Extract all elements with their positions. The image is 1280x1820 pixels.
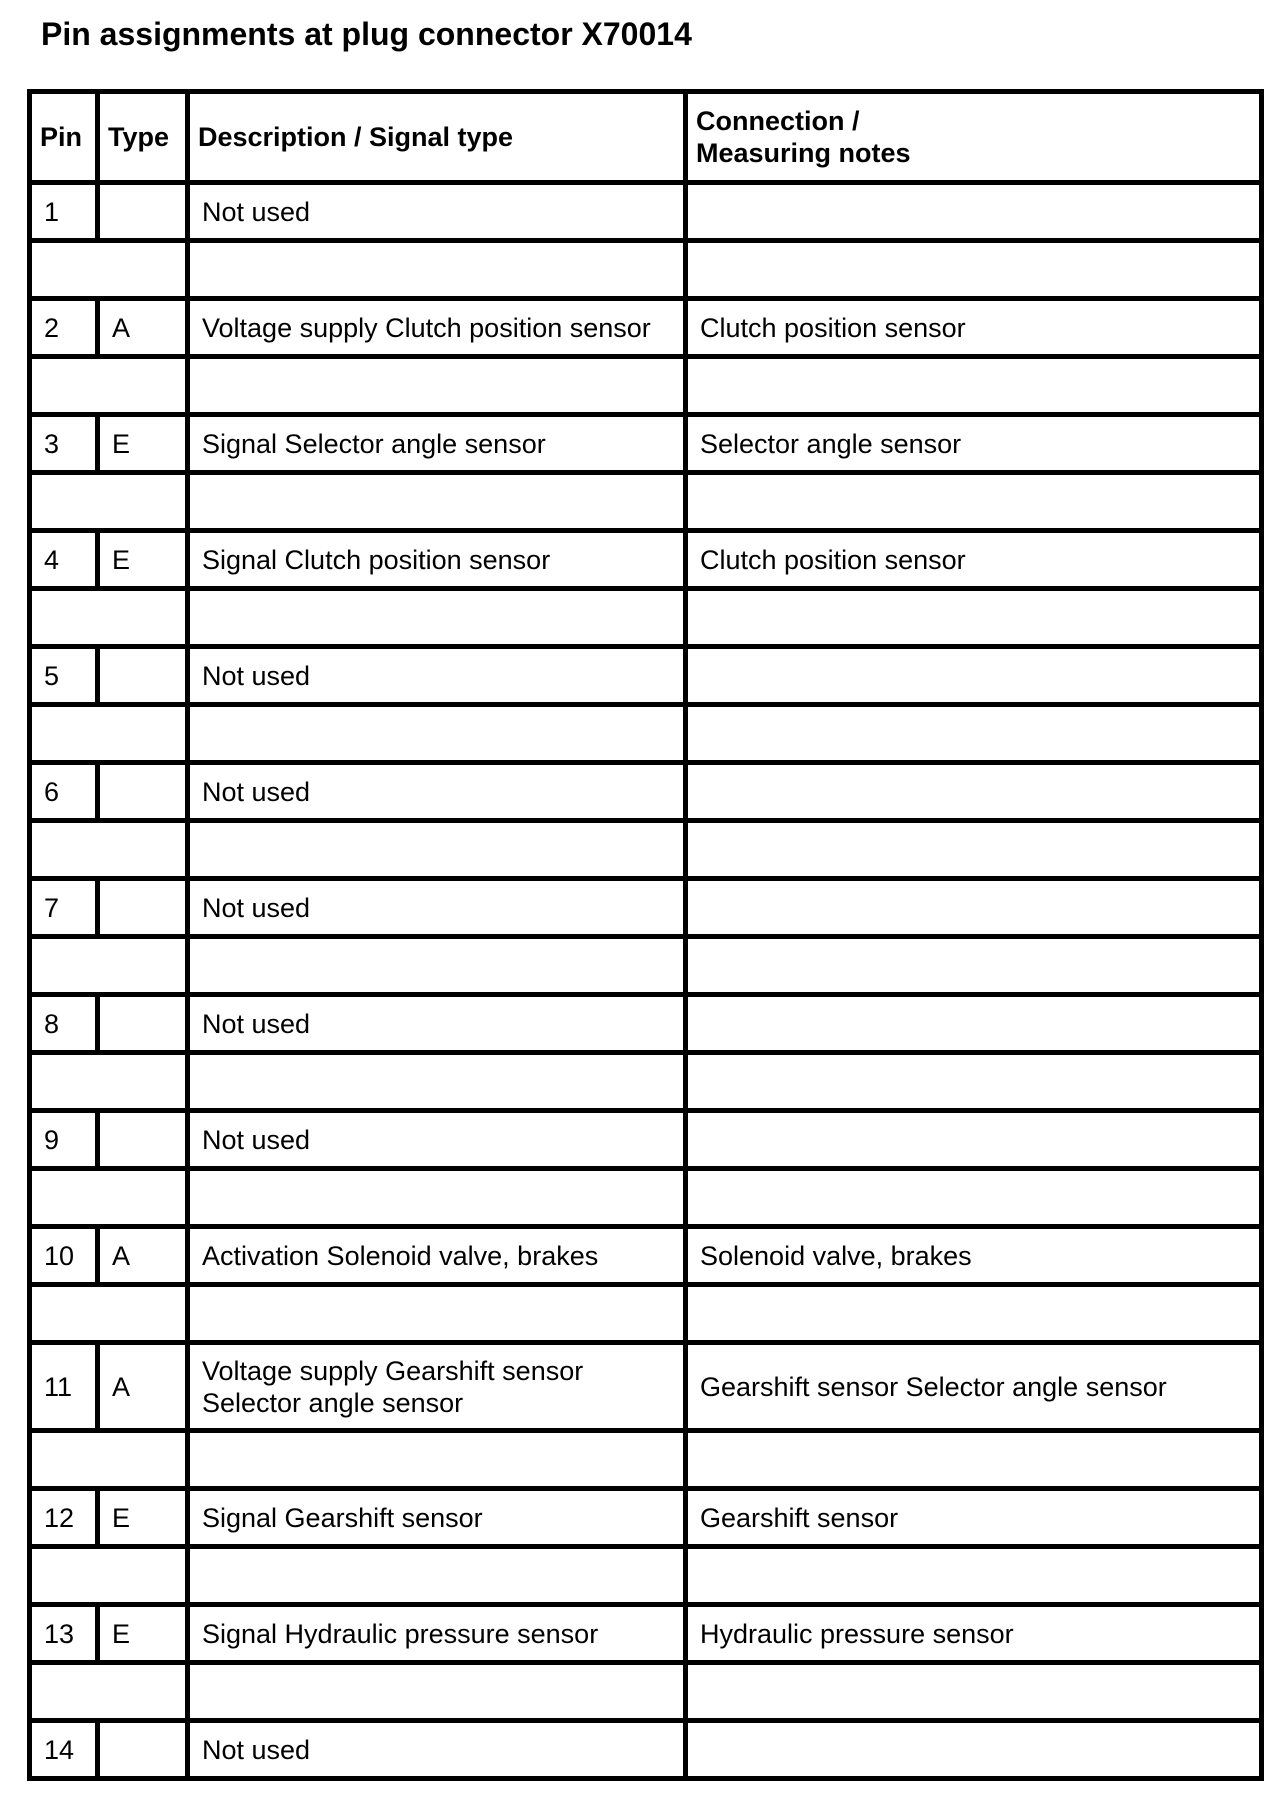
table-row	[30, 1111, 1262, 1169]
cell-description-line: Not used	[202, 776, 311, 807]
cell-pin: 5	[30, 647, 98, 705]
cell-connection: Solenoid valve, brakes	[686, 1227, 1262, 1285]
table-header-row	[30, 92, 1262, 183]
table-row	[30, 415, 1262, 473]
spacer-cell-pin-type	[30, 1431, 188, 1489]
spacer-row	[30, 1053, 1262, 1111]
cell-type	[98, 995, 188, 1053]
cell-description-line: Selector angle sensor	[202, 1387, 464, 1418]
cell-connection	[686, 1111, 1262, 1169]
cell-description	[188, 1489, 686, 1547]
cell-description	[188, 1343, 686, 1431]
spacer-row	[30, 1547, 1262, 1605]
cell-type	[98, 183, 188, 241]
cell-connection: Selector angle sensor	[686, 415, 1262, 473]
cell-connection	[686, 995, 1262, 1053]
cell-description-line: Not used	[202, 1734, 311, 1765]
cell-description	[188, 879, 686, 937]
spacer-row	[30, 705, 1262, 763]
spacer-cell-description	[188, 241, 686, 299]
header-description: Description / Signal type	[188, 92, 686, 183]
cell-description	[188, 995, 686, 1053]
spacer-cell-pin-type	[30, 705, 188, 763]
spacer-row	[30, 1431, 1262, 1489]
table-row	[30, 531, 1262, 589]
spacer-cell-pin-type	[30, 1053, 188, 1111]
header-connection-line2: Measuring notes	[696, 138, 911, 168]
cell-description	[188, 763, 686, 821]
cell-description	[188, 299, 686, 357]
cell-pin: 7	[30, 879, 98, 937]
cell-pin: 4	[30, 531, 98, 589]
cell-type: E	[98, 1605, 188, 1663]
spacer-row	[30, 1169, 1262, 1227]
cell-description	[188, 183, 686, 241]
spacer-cell-pin-type	[30, 473, 188, 531]
cell-pin: 9	[30, 1111, 98, 1169]
table-row	[30, 1489, 1262, 1547]
spacer-cell-description	[188, 821, 686, 879]
cell-description-line: Signal Clutch position sensor	[202, 544, 551, 575]
cell-pin: 10	[30, 1227, 98, 1285]
spacer-cell-connection	[686, 241, 1262, 299]
spacer-row	[30, 589, 1262, 647]
cell-connection	[686, 183, 1262, 241]
spacer-cell-pin-type	[30, 357, 188, 415]
table-row	[30, 1605, 1262, 1663]
cell-type	[98, 763, 188, 821]
cell-type	[98, 1721, 188, 1779]
cell-type: A	[98, 299, 188, 357]
spacer-cell-pin-type	[30, 1285, 188, 1343]
spacer-cell-pin-type	[30, 937, 188, 995]
cell-connection: Clutch position sensor	[686, 299, 1262, 357]
table-row	[30, 183, 1262, 241]
cell-connection	[686, 647, 1262, 705]
cell-connection: Gearshift sensor	[686, 1489, 1262, 1547]
cell-connection: Clutch position sensor	[686, 531, 1262, 589]
cell-description-line: Not used	[202, 892, 311, 923]
spacer-cell-connection	[686, 1285, 1262, 1343]
spacer-cell-pin-type	[30, 1663, 188, 1721]
table-row	[30, 1343, 1262, 1431]
header-pin: Pin	[30, 92, 98, 183]
cell-description-line: Not used	[202, 1008, 311, 1039]
cell-description	[188, 531, 686, 589]
cell-pin: 1	[30, 183, 98, 241]
spacer-cell-connection	[686, 473, 1262, 531]
cell-description	[188, 1227, 686, 1285]
header-connection	[686, 92, 1262, 183]
cell-description	[188, 647, 686, 705]
spacer-cell-description	[188, 1547, 686, 1605]
spacer-cell-description	[188, 937, 686, 995]
spacer-cell-connection	[686, 705, 1262, 763]
cell-pin: 12	[30, 1489, 98, 1547]
spacer-cell-description	[188, 1663, 686, 1721]
spacer-cell-description	[188, 1053, 686, 1111]
spacer-cell-pin-type	[30, 1547, 188, 1605]
spacer-cell-pin-type	[30, 241, 188, 299]
cell-description	[188, 1605, 686, 1663]
cell-description-line: Voltage supply Gearshift sensor	[202, 1355, 584, 1386]
spacer-cell-connection	[686, 1663, 1262, 1721]
spacer-cell-description	[188, 705, 686, 763]
spacer-cell-description	[188, 1169, 686, 1227]
table-row	[30, 995, 1262, 1053]
cell-pin: 11	[30, 1343, 98, 1431]
spacer-row	[30, 937, 1262, 995]
cell-pin: 8	[30, 995, 98, 1053]
pin-assignment-table	[27, 89, 1264, 1781]
spacer-cell-connection	[686, 589, 1262, 647]
spacer-cell-connection	[686, 1547, 1262, 1605]
spacer-cell-connection	[686, 1169, 1262, 1227]
cell-type	[98, 647, 188, 705]
cell-description-line: Signal Selector angle sensor	[202, 428, 546, 459]
table-row	[30, 647, 1262, 705]
cell-description	[188, 415, 686, 473]
table-row	[30, 763, 1262, 821]
cell-description	[188, 1111, 686, 1169]
spacer-row	[30, 1663, 1262, 1721]
spacer-row	[30, 241, 1262, 299]
cell-connection: Hydraulic pressure sensor	[686, 1605, 1262, 1663]
cell-pin: 6	[30, 763, 98, 821]
cell-pin: 2	[30, 299, 98, 357]
cell-pin: 14	[30, 1721, 98, 1779]
spacer-cell-connection	[686, 821, 1262, 879]
cell-description-line: Not used	[202, 1124, 311, 1155]
spacer-row	[30, 821, 1262, 879]
table-row	[30, 879, 1262, 937]
cell-description-line: Signal Hydraulic pressure sensor	[202, 1618, 599, 1649]
spacer-cell-description	[188, 589, 686, 647]
spacer-cell-description	[188, 1431, 686, 1489]
cell-type: E	[98, 415, 188, 473]
cell-description-line: Signal Gearshift sensor	[202, 1502, 483, 1533]
spacer-cell-description	[188, 357, 686, 415]
table-body	[30, 183, 1262, 1779]
spacer-cell-pin-type	[30, 589, 188, 647]
spacer-cell-connection	[686, 937, 1262, 995]
spacer-row	[30, 473, 1262, 531]
spacer-row	[30, 357, 1262, 415]
spacer-cell-connection	[686, 357, 1262, 415]
cell-connection	[686, 1721, 1262, 1779]
spacer-cell-connection	[686, 1431, 1262, 1489]
cell-description-line: Activation Solenoid valve, brakes	[202, 1240, 599, 1271]
table-row	[30, 1721, 1262, 1779]
spacer-cell-pin-type	[30, 1169, 188, 1227]
spacer-cell-description	[188, 1285, 686, 1343]
spacer-cell-pin-type	[30, 821, 188, 879]
cell-type: A	[98, 1343, 188, 1431]
cell-pin: 3	[30, 415, 98, 473]
cell-type	[98, 1111, 188, 1169]
header-connection-line1: Connection /	[696, 106, 860, 136]
cell-description-line: Not used	[202, 660, 311, 691]
cell-connection: Gearshift sensor Selector angle sensor	[686, 1343, 1262, 1431]
spacer-cell-description	[188, 473, 686, 531]
cell-type: E	[98, 531, 188, 589]
table-row	[30, 1227, 1262, 1285]
table-row	[30, 299, 1262, 357]
spacer-row	[30, 1285, 1262, 1343]
spacer-cell-connection	[686, 1053, 1262, 1111]
header-type: Type	[98, 92, 188, 183]
cell-type: A	[98, 1227, 188, 1285]
cell-connection	[686, 763, 1262, 821]
cell-pin: 13	[30, 1605, 98, 1663]
cell-type: E	[98, 1489, 188, 1547]
cell-type	[98, 879, 188, 937]
page-title: Pin assignments at plug connector X70014	[41, 16, 692, 52]
cell-description	[188, 1721, 686, 1779]
cell-connection	[686, 879, 1262, 937]
cell-description-line: Voltage supply Clutch position sensor	[202, 312, 651, 343]
cell-description-line: Not used	[202, 196, 311, 227]
